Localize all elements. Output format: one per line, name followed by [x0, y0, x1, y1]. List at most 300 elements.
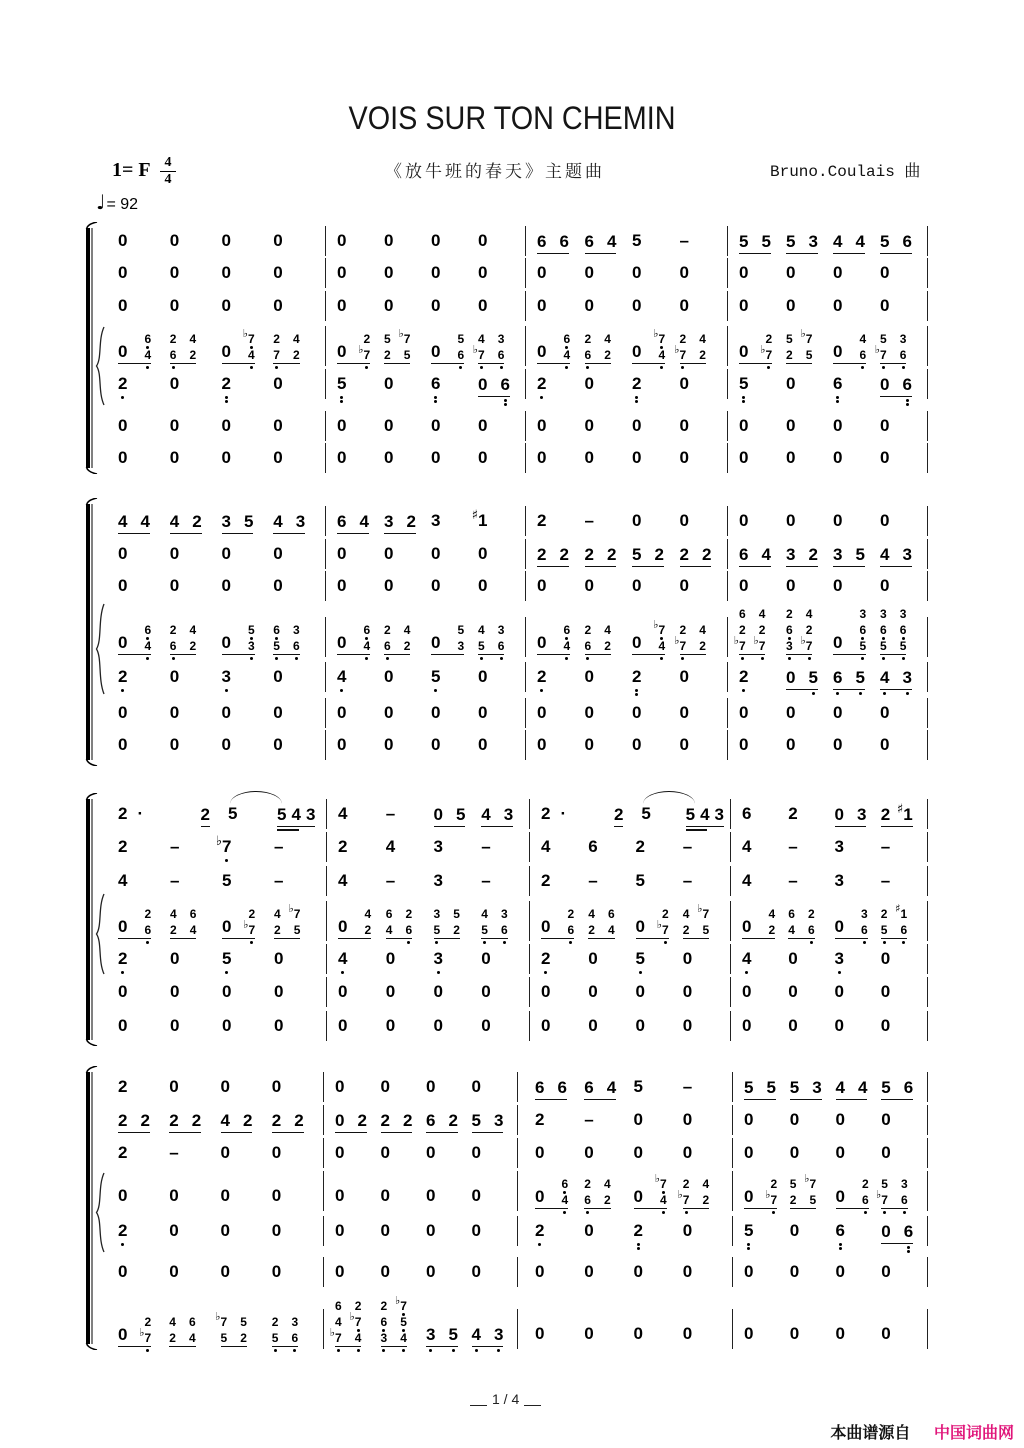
note	[537, 546, 546, 564]
note	[588, 950, 597, 968]
note	[384, 264, 393, 282]
note-digit: 0	[833, 296, 843, 315]
beat	[378, 704, 425, 722]
note-digit: 0	[679, 374, 689, 393]
chord	[901, 1176, 908, 1208]
note	[272, 1187, 281, 1205]
note-digit: 2	[682, 1176, 690, 1191]
note	[478, 417, 487, 435]
beamed-group	[272, 1112, 304, 1133]
beat	[378, 577, 425, 595]
note-digit: 0	[632, 511, 642, 530]
beamed-group	[632, 546, 664, 567]
beat	[164, 736, 216, 754]
octave-dot-below	[121, 1243, 124, 1246]
note	[335, 1314, 342, 1330]
staff-row	[0, 736, 1024, 754]
note-digit: 2	[354, 1298, 362, 1313]
note	[431, 668, 440, 686]
beat	[677, 983, 724, 1001]
beamed-group	[833, 669, 865, 690]
beat	[733, 704, 780, 722]
chord	[457, 331, 464, 363]
octave-dot-below	[146, 1349, 149, 1352]
note-digit: 0	[169, 263, 180, 282]
chord	[604, 1176, 611, 1208]
beat	[531, 417, 579, 435]
note-digit: 0	[833, 511, 843, 530]
note	[833, 546, 842, 564]
beat	[331, 622, 378, 653]
note-digit: 2	[271, 1110, 282, 1130]
barline	[529, 901, 530, 941]
octave-dot-below	[452, 1349, 455, 1352]
note	[683, 1325, 692, 1343]
note-digit: 0	[788, 1016, 798, 1035]
note	[786, 347, 793, 363]
note	[386, 1017, 395, 1035]
note-digit: 3	[899, 331, 907, 346]
barline	[323, 1309, 324, 1349]
note	[273, 331, 280, 347]
composer-credit: Bruno.Coulais 曲	[770, 163, 921, 181]
note	[222, 918, 231, 936]
measure	[535, 805, 724, 823]
measure	[331, 326, 519, 362]
note	[431, 545, 440, 563]
note	[456, 806, 465, 824]
note-digit: 0	[273, 231, 283, 250]
note	[118, 297, 127, 315]
beamed-group	[426, 1326, 458, 1347]
note-digit: 0	[222, 1016, 232, 1035]
note	[291, 1314, 298, 1330]
note-digit: 0	[682, 1324, 693, 1343]
beat	[780, 264, 827, 282]
beamed-group	[472, 1112, 504, 1133]
beat	[215, 1111, 266, 1129]
note-digit: 0	[169, 544, 180, 563]
note	[585, 449, 594, 467]
octave-dot-below	[250, 366, 253, 369]
note	[169, 1222, 178, 1240]
note-digit: 2	[603, 1192, 611, 1207]
note-digit: 0	[384, 703, 394, 722]
note-digit: 0	[220, 1143, 230, 1162]
measure	[112, 1187, 317, 1205]
note-digit: 0	[384, 448, 394, 467]
note	[739, 375, 748, 393]
note-digit: 6	[384, 638, 391, 653]
note	[243, 1112, 252, 1130]
beat	[579, 449, 627, 467]
note-digit: 0	[170, 982, 180, 1001]
note-digit: 0	[788, 982, 798, 1001]
note	[808, 922, 815, 938]
measure	[112, 1111, 317, 1129]
note-digit: 2	[584, 331, 592, 346]
note	[809, 1192, 816, 1208]
note	[170, 331, 177, 347]
note	[658, 347, 665, 363]
beat	[827, 449, 874, 467]
chord	[584, 1176, 591, 1208]
note	[118, 668, 127, 686]
beat	[827, 264, 874, 282]
note	[481, 906, 488, 922]
measure	[331, 622, 519, 653]
beat	[874, 331, 921, 362]
note-digit: 6	[835, 1221, 845, 1240]
note-digit: 6	[563, 622, 571, 637]
beat	[736, 838, 782, 856]
octave-dot-below	[275, 366, 278, 369]
note	[660, 1192, 667, 1208]
beat	[466, 1078, 512, 1096]
beat	[733, 331, 780, 362]
note	[632, 577, 641, 595]
note-digit: –	[170, 837, 180, 856]
sharp-icon: ♯	[471, 508, 478, 523]
beat	[112, 736, 164, 754]
flat-icon: ♭	[398, 326, 404, 340]
staff-row	[0, 950, 1024, 968]
measure	[331, 232, 519, 250]
beat	[875, 838, 921, 856]
chord	[677, 1176, 690, 1208]
beat	[375, 1293, 421, 1345]
note	[329, 1325, 342, 1346]
beat	[375, 1263, 421, 1281]
chord	[760, 331, 773, 363]
slur-arc	[643, 791, 695, 804]
note	[535, 1325, 544, 1343]
note	[118, 264, 127, 282]
barline	[326, 866, 327, 896]
augmentation-dot: ·	[137, 804, 144, 823]
note-digit: 7	[880, 347, 887, 362]
note-digit: 2	[588, 922, 595, 937]
note-digit: 0	[337, 448, 347, 467]
octave-dot-below	[681, 657, 684, 660]
barline	[325, 226, 326, 256]
beat	[378, 545, 425, 563]
note	[654, 1171, 667, 1192]
note-digit: 0	[833, 735, 843, 754]
octave-dot-below	[586, 1211, 589, 1214]
note	[833, 297, 842, 315]
note-digit: 2	[535, 1221, 545, 1240]
note-digit: 0	[632, 416, 642, 435]
note	[386, 922, 393, 938]
note-digit: 0	[335, 1077, 345, 1096]
barline	[517, 1105, 518, 1135]
beat	[268, 950, 320, 968]
note	[296, 513, 305, 531]
dash	[386, 805, 395, 823]
note-digit: 0	[118, 632, 128, 652]
flat-icon: ♭	[765, 1187, 771, 1201]
note-digit: 7	[247, 331, 255, 346]
note-digit: 3	[384, 511, 394, 531]
note-digit: 0	[221, 735, 231, 754]
octave-dot-below	[685, 1211, 688, 1214]
note	[222, 704, 231, 722]
dash	[680, 232, 689, 250]
beat	[164, 331, 216, 362]
note-digit: 4	[563, 347, 571, 362]
chord	[288, 901, 301, 938]
note-digit: 0	[739, 511, 749, 530]
measure	[112, 704, 319, 722]
note-digit: 0	[833, 576, 843, 595]
beat	[216, 545, 268, 563]
note-digit: 0	[220, 1262, 230, 1281]
octave-dot-below	[500, 366, 503, 369]
beat	[112, 622, 164, 653]
note	[338, 1017, 347, 1035]
beamed-group	[335, 1112, 367, 1133]
staff-row	[0, 901, 1024, 937]
note	[169, 1263, 178, 1281]
note-digit: 0	[169, 296, 180, 315]
note	[788, 805, 797, 823]
note	[880, 417, 889, 435]
beat	[331, 449, 378, 467]
octave-dot-below	[500, 657, 503, 660]
beamed-group	[584, 1176, 610, 1209]
barline	[517, 1216, 518, 1246]
note	[683, 1111, 692, 1129]
note-digit: 7	[363, 347, 371, 362]
note-digit: 2	[679, 544, 689, 564]
octave-dot-below	[662, 1211, 665, 1214]
note	[744, 1111, 753, 1129]
note	[786, 704, 795, 722]
note-digit: 6	[500, 374, 510, 394]
note	[222, 297, 231, 315]
note	[808, 906, 815, 922]
note-digit: 0	[169, 448, 180, 467]
note-digit: 2	[880, 804, 891, 824]
note	[434, 906, 441, 922]
beat	[216, 983, 268, 1001]
note-digit: 2	[292, 347, 300, 362]
note	[900, 638, 907, 654]
flat-icon: ♭	[674, 342, 680, 356]
beat	[782, 1017, 828, 1035]
beamed-group	[541, 906, 574, 939]
note	[472, 1222, 481, 1240]
note-digit: 7	[809, 1176, 817, 1191]
beat	[626, 736, 674, 754]
beat	[782, 906, 828, 937]
note	[274, 922, 281, 938]
barline	[529, 944, 530, 974]
note-digit: 0	[682, 1110, 693, 1129]
note-digit: 4	[188, 1330, 196, 1345]
note	[680, 622, 687, 638]
note	[426, 1187, 435, 1205]
note	[274, 950, 283, 968]
barline	[732, 1216, 733, 1246]
note	[902, 669, 911, 687]
barline	[732, 1309, 733, 1349]
beamed-group	[585, 622, 611, 655]
barline	[727, 411, 728, 441]
note	[632, 512, 641, 530]
note	[739, 546, 748, 564]
note	[293, 347, 300, 363]
staff-row	[0, 834, 1024, 856]
measure	[332, 872, 523, 890]
note-digit: 7	[765, 347, 773, 362]
note-digit: 2	[808, 544, 818, 564]
note	[588, 983, 597, 1001]
beat	[733, 417, 780, 435]
note	[337, 375, 346, 393]
barline	[927, 291, 928, 321]
note-digit: 4	[758, 606, 766, 621]
note	[481, 1017, 490, 1035]
note-digit: –	[880, 837, 891, 856]
barline	[927, 1309, 928, 1349]
beamed-group	[478, 376, 510, 397]
beat	[578, 1222, 627, 1240]
measure	[112, 668, 319, 686]
measure	[733, 704, 921, 722]
note-digit: 6	[431, 374, 441, 393]
beat	[472, 417, 519, 435]
beat	[582, 983, 629, 1001]
chord	[478, 622, 485, 654]
note	[881, 1017, 890, 1035]
octave-dot-below	[121, 689, 124, 692]
note	[902, 233, 911, 251]
note-digit: 0	[584, 1324, 594, 1343]
flat-icon: ♭	[800, 633, 806, 647]
beamed-group	[221, 1112, 253, 1133]
beat	[827, 297, 874, 315]
note	[337, 343, 346, 361]
beat	[535, 805, 579, 823]
note	[335, 1144, 344, 1162]
note-digit: 2	[170, 922, 177, 937]
note	[457, 331, 464, 347]
beat	[874, 232, 921, 250]
beat	[375, 1144, 421, 1162]
note-digit: 0	[584, 374, 594, 393]
note-digit: 0	[426, 1262, 436, 1281]
note	[753, 633, 766, 654]
note	[535, 1144, 544, 1162]
note	[563, 622, 570, 638]
beamed-group	[874, 331, 907, 364]
note-digit: 0	[584, 1221, 594, 1240]
measure	[738, 1171, 921, 1207]
note	[170, 668, 179, 686]
note-digit: 4	[603, 1176, 611, 1191]
beat	[529, 1078, 578, 1096]
chord	[859, 331, 866, 363]
measure	[529, 1263, 726, 1281]
measure	[733, 375, 921, 393]
note	[833, 704, 842, 722]
note	[835, 950, 844, 968]
note	[338, 838, 347, 856]
note-digit: 0	[633, 1262, 643, 1281]
beat	[472, 375, 519, 393]
beat	[428, 950, 476, 968]
note-digit: 2	[559, 544, 569, 564]
note-digit: 7	[661, 922, 669, 937]
note-digit: 2	[635, 837, 645, 856]
beamed-group	[170, 622, 196, 655]
note	[585, 546, 594, 564]
note	[434, 872, 443, 890]
measure	[733, 736, 921, 754]
note	[426, 1112, 435, 1130]
note	[636, 1017, 645, 1035]
note-digit: –	[788, 837, 798, 856]
note-digit: 0	[221, 341, 231, 361]
barline	[732, 1257, 733, 1287]
note-digit: 5	[337, 374, 347, 393]
note	[808, 233, 817, 251]
beat	[215, 1187, 266, 1205]
beat	[827, 668, 874, 686]
chord	[434, 906, 441, 938]
source-site-link[interactable]: 中国词曲网	[933, 1423, 1014, 1442]
note	[739, 233, 748, 251]
note	[535, 1263, 544, 1281]
beat	[267, 668, 319, 686]
barline	[326, 944, 327, 974]
note	[880, 331, 887, 347]
note	[498, 331, 505, 347]
beat	[425, 736, 472, 754]
note-digit: 0	[739, 416, 749, 435]
note-digit: 4	[833, 231, 843, 251]
beamed-group	[632, 617, 666, 655]
beat	[680, 805, 724, 823]
beat	[829, 1017, 875, 1035]
beat	[874, 264, 921, 282]
beat	[266, 1187, 317, 1205]
note	[788, 950, 797, 968]
staff-row	[0, 1111, 1024, 1129]
note-digit: 2	[118, 1110, 128, 1130]
note	[632, 449, 641, 467]
note	[896, 801, 913, 824]
beat	[784, 1171, 830, 1207]
beat	[535, 872, 582, 890]
note	[273, 638, 280, 654]
note-digit: 5	[453, 906, 460, 921]
beat	[531, 704, 579, 722]
note	[118, 449, 127, 467]
note	[800, 326, 813, 347]
note-digit: 2	[758, 622, 766, 637]
note-digit: 0	[431, 735, 441, 754]
barline	[927, 1216, 928, 1246]
beat	[628, 1171, 677, 1207]
octave-dot-below	[742, 396, 745, 399]
beat	[827, 232, 874, 250]
dash	[683, 1078, 692, 1096]
note-digit: 0	[786, 667, 796, 687]
measure	[332, 1017, 523, 1035]
